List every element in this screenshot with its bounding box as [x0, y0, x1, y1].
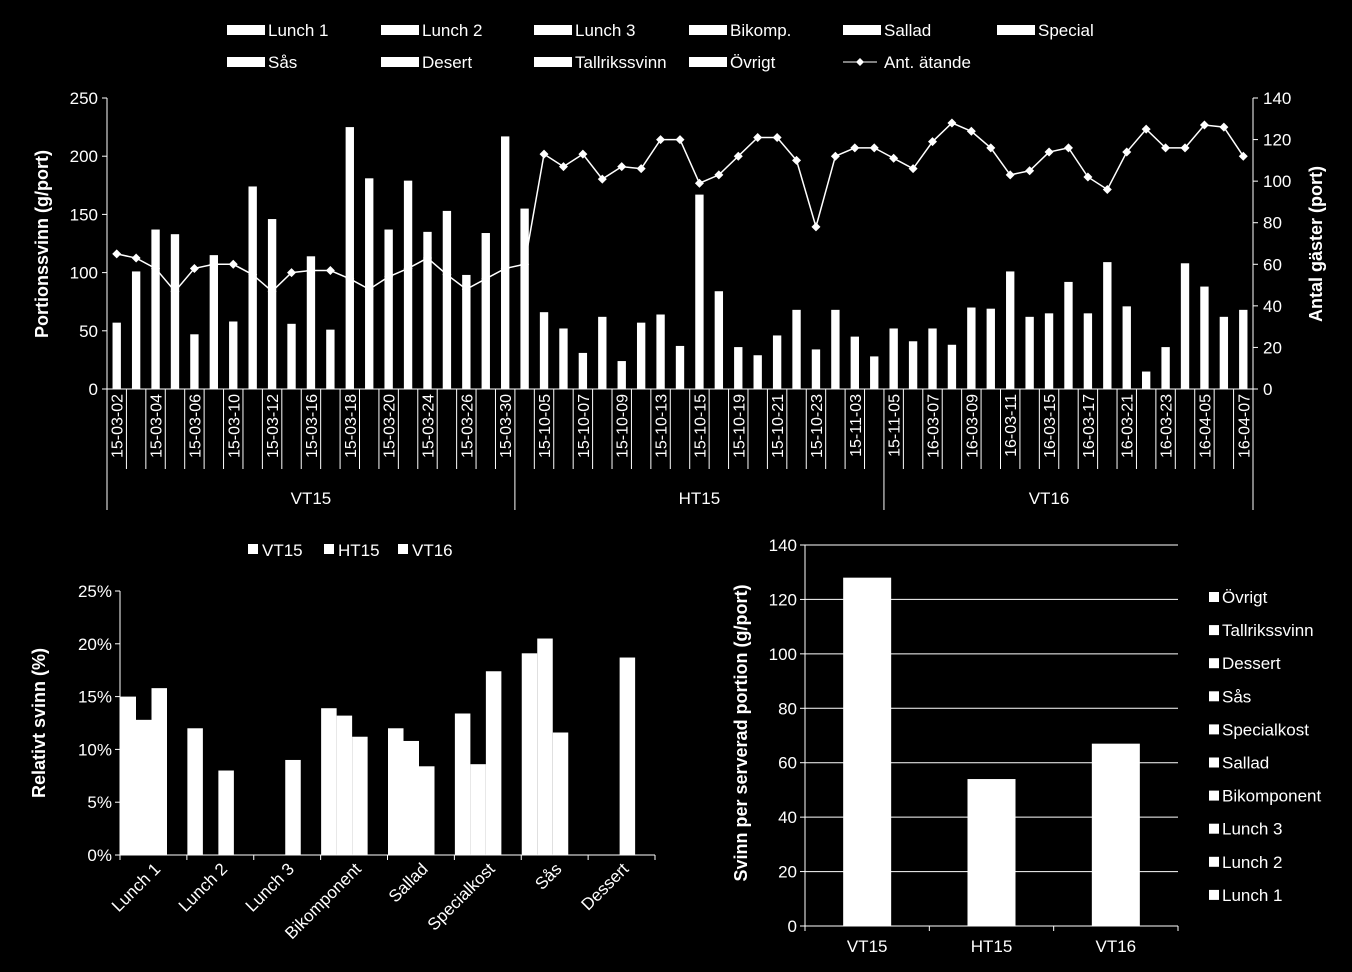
bar [967, 308, 975, 389]
bar [404, 741, 420, 855]
bar [1064, 282, 1072, 389]
x-tick-label: 15-03-18 [342, 394, 360, 459]
legend-label: Bikomponent [1222, 786, 1322, 806]
group-label: VT15 [290, 489, 332, 508]
legend-label: Lunch 1 [1222, 885, 1283, 905]
bar [419, 766, 435, 855]
legend-swatch [843, 25, 881, 35]
legend-label: Sallad [884, 21, 932, 40]
bar [352, 737, 368, 855]
bar [843, 578, 891, 926]
legend-label: Lunch 2 [1222, 852, 1283, 872]
bar [346, 127, 354, 389]
legend-swatch [689, 25, 727, 35]
bar [482, 233, 490, 389]
bar [540, 312, 548, 389]
bar [734, 347, 742, 389]
bar [909, 341, 917, 389]
legend-swatch [381, 57, 419, 67]
bar [268, 219, 276, 389]
x-tick-label: Sås [531, 859, 566, 894]
legend-swatch [398, 544, 408, 554]
bar [1200, 287, 1208, 389]
guests-point [229, 260, 238, 269]
x-tick-label: 15-10-19 [731, 394, 749, 459]
y-tick-label: 10% [77, 740, 112, 760]
guests-point [1083, 172, 1092, 181]
y-tick-label: 0 [787, 917, 797, 936]
guests-point [540, 150, 549, 159]
y-tick-label: 15% [77, 687, 112, 707]
y-tick-label: 100 [768, 644, 797, 664]
x-tick-label: Dessert [577, 859, 633, 915]
bar [190, 334, 198, 389]
guests-point [1064, 143, 1073, 152]
guests-point [559, 162, 568, 171]
y-tick-label: 150 [69, 205, 98, 225]
legend-label: Special [1038, 21, 1094, 40]
bar [553, 733, 569, 855]
y-axis-title: Svinn per serverad portion (g/port) [731, 584, 751, 882]
x-tick-label: 15-10-09 [614, 394, 632, 459]
x-tick-label: 16-03-09 [964, 394, 982, 459]
legend-swatch [227, 25, 265, 35]
x-tick-label: 16-03-23 [1158, 394, 1176, 459]
bar [773, 335, 781, 389]
guests-point [132, 254, 141, 263]
y2-tick-label: 40 [1263, 296, 1282, 316]
legend-label: Dessert [1222, 654, 1281, 674]
legend-swatch [1209, 625, 1219, 635]
x-tick-label: 16-03-15 [1042, 394, 1060, 459]
bar [337, 716, 353, 855]
bar [113, 323, 121, 389]
bar [812, 349, 820, 389]
x-tick-label: 16-03-07 [925, 394, 943, 459]
bar [715, 291, 723, 389]
x-tick-label: 15-03-02 [109, 394, 127, 459]
x-tick-label: 15-10-21 [770, 394, 788, 459]
legend-label: Tallrikssvinn [1222, 621, 1314, 641]
bar [1161, 347, 1169, 389]
legend-swatch [227, 57, 265, 67]
bar [132, 271, 140, 389]
x-tick-label: Lunch 2 [174, 859, 232, 916]
y2-axis-title: Antal gäster (port) [1306, 165, 1326, 323]
guests-point [326, 266, 335, 275]
bar [831, 310, 839, 389]
bar [1103, 262, 1111, 389]
bar [285, 760, 301, 855]
bar [1239, 310, 1247, 389]
legend-label: Bikomp. [730, 21, 792, 40]
legend-label: Sås [268, 53, 298, 72]
legend-swatch [1209, 791, 1219, 801]
bar [486, 671, 502, 855]
y-tick-label: 20% [77, 634, 112, 654]
bar [152, 688, 168, 855]
x-tick-label: 15-03-20 [381, 394, 399, 459]
legend-label: HT15 [338, 541, 380, 560]
legend-label: Lunch 3 [1222, 819, 1283, 839]
legend-swatch [1209, 857, 1219, 867]
bar [501, 136, 509, 389]
bar [695, 195, 703, 389]
legend-swatch [1209, 758, 1219, 768]
x-tick-label: 15-03-12 [265, 394, 283, 459]
legend-label: Lunch 1 [268, 21, 329, 40]
guests-point [637, 164, 646, 173]
x-tick-label: 15-03-26 [459, 394, 477, 459]
legend-swatch [1209, 658, 1219, 668]
legend-diamond-marker [856, 58, 864, 66]
x-tick-label: HT15 [970, 937, 1013, 956]
x-tick-label: 15-10-13 [653, 394, 671, 459]
y-tick-label: 80 [778, 699, 797, 719]
x-tick-label: 15-03-04 [148, 394, 166, 459]
legend-label: Ant. ätande [884, 53, 971, 72]
bar [1181, 263, 1189, 389]
legend-label: Övrigt [1222, 588, 1268, 607]
guests-point [850, 143, 859, 152]
legend-swatch [324, 544, 334, 554]
guests-point [695, 179, 704, 188]
guests-point [656, 135, 665, 144]
legend-swatch [1209, 824, 1219, 834]
x-tick-label: 15-03-24 [420, 394, 438, 459]
guests-point [889, 154, 898, 163]
x-tick-label: 15-03-10 [226, 394, 244, 459]
bar [948, 345, 956, 389]
bar [249, 186, 257, 389]
legend-label: Sallad [1222, 753, 1270, 773]
guests-point [112, 249, 121, 258]
legend-label: VT16 [412, 541, 453, 560]
legend-swatch [1209, 724, 1219, 734]
y2-tick-label: 0 [1263, 380, 1273, 399]
bar [229, 321, 237, 389]
x-tick-label: 15-10-23 [808, 394, 826, 459]
y-tick-label: 0% [87, 846, 112, 865]
legend-label: Lunch 2 [422, 21, 483, 40]
bar [470, 764, 486, 855]
legend-label: Sås [1222, 687, 1252, 707]
bar [656, 315, 664, 389]
bar [388, 728, 404, 855]
bar [1142, 372, 1150, 389]
legend-label: VT15 [262, 541, 303, 560]
bar [1092, 744, 1140, 926]
bar [321, 708, 337, 855]
x-tick-label: VT16 [1095, 937, 1137, 956]
x-tick-label: 16-03-17 [1080, 394, 1098, 459]
x-tick-label: Sallad [384, 859, 432, 907]
guests-point [1239, 152, 1248, 161]
legend-swatch [1209, 592, 1219, 602]
bar [1006, 271, 1014, 389]
x-tick-label: 15-11-03 [847, 394, 865, 457]
y-axis-title: Relativt svinn (%) [29, 647, 49, 799]
bar [307, 256, 315, 389]
bar [620, 658, 636, 855]
legend-label: Lunch 3 [575, 21, 636, 40]
y2-tick-label: 80 [1263, 213, 1282, 233]
legend-swatch [997, 25, 1035, 35]
bar [443, 211, 451, 389]
y-tick-label: 250 [69, 89, 98, 108]
bar [455, 713, 471, 855]
bar [404, 181, 412, 389]
bar [365, 178, 373, 389]
bar [637, 323, 645, 389]
bar [210, 255, 218, 389]
y-tick-label: 0 [88, 380, 98, 399]
bar [218, 771, 234, 855]
bar [754, 355, 762, 389]
y-tick-label: 60 [778, 753, 797, 773]
legend-label: Specialkost [1222, 720, 1309, 740]
bar [618, 361, 626, 389]
x-tick-label: 15-03-16 [303, 394, 321, 459]
bar [851, 337, 859, 389]
x-tick-label: 16-04-05 [1197, 394, 1215, 459]
legend-swatch [534, 25, 572, 35]
y-tick-label: 5% [87, 793, 112, 813]
legend-swatch [534, 57, 572, 67]
bar [537, 639, 553, 855]
guests-point [1219, 123, 1228, 132]
x-tick-label: Lunch 1 [108, 859, 165, 916]
bar [151, 230, 159, 389]
legend-swatch [1209, 691, 1219, 701]
bar [384, 230, 392, 389]
x-tick-label: Bikomponent [281, 859, 365, 943]
bar [579, 353, 587, 389]
bar [136, 720, 152, 855]
y2-tick-label: 140 [1263, 89, 1292, 108]
bar [676, 346, 684, 389]
bar [187, 728, 203, 855]
x-tick-label: Specialkost [423, 859, 499, 935]
bar [792, 310, 800, 389]
legend-swatch [381, 25, 419, 35]
legend-label: Desert [422, 53, 473, 72]
bar [928, 328, 936, 389]
y2-tick-label: 60 [1263, 255, 1282, 275]
y-tick-label: 100 [69, 263, 98, 283]
bar [1220, 317, 1228, 389]
guests-point [676, 135, 685, 144]
x-tick-label: 15-03-06 [187, 394, 205, 459]
y2-tick-label: 120 [1263, 130, 1292, 150]
bar [1123, 306, 1131, 389]
guests-point [831, 152, 840, 161]
group-label: VT16 [1028, 489, 1070, 508]
y-tick-label: 140 [768, 536, 797, 555]
group-label: HT15 [678, 489, 721, 508]
bar [889, 328, 897, 389]
legend-swatch [248, 544, 258, 554]
x-tick-label: VT15 [846, 937, 888, 956]
bar [121, 697, 137, 855]
bar [559, 328, 567, 389]
x-tick-label: Lunch 3 [241, 859, 299, 916]
legend-label: Övrigt [730, 53, 776, 72]
legend-swatch [689, 57, 727, 67]
y-tick-label: 40 [778, 808, 797, 828]
bar [968, 779, 1016, 926]
bar [522, 653, 538, 855]
x-tick-label: 16-04-07 [1236, 394, 1254, 459]
x-tick-label: 15-10-15 [692, 394, 710, 459]
legend-swatch [1209, 890, 1219, 900]
y2-tick-label: 20 [1263, 338, 1282, 358]
guests-point [870, 143, 879, 152]
bar [987, 309, 995, 389]
guests-point [617, 162, 626, 171]
bar [1025, 317, 1033, 389]
x-tick-label: 15-11-05 [886, 394, 904, 457]
guests-point [1103, 185, 1112, 194]
bar [287, 324, 295, 389]
x-tick-label: 15-03-30 [498, 394, 516, 459]
bar [171, 234, 179, 389]
x-tick-label: 15-10-07 [575, 394, 593, 459]
bar [326, 330, 334, 389]
guests-line [117, 123, 1244, 291]
bar [1045, 313, 1053, 389]
y-tick-label: 200 [69, 147, 98, 167]
bar [520, 209, 528, 389]
y-tick-label: 25% [77, 582, 112, 601]
bar [870, 356, 878, 389]
legend-label: Tallrikssvinn [575, 53, 667, 72]
x-tick-label: 16-03-11 [1003, 394, 1021, 457]
y-tick-label: 50 [79, 321, 98, 341]
x-tick-label: 16-03-21 [1119, 394, 1137, 459]
x-tick-label: 15-10-05 [537, 394, 555, 459]
y-tick-label: 20 [778, 862, 797, 882]
bar [1084, 313, 1092, 389]
y-tick-label: 120 [768, 590, 797, 610]
y-axis-title: Portionssvinn (g/port) [32, 150, 52, 338]
y2-tick-label: 100 [1263, 172, 1292, 192]
bar [598, 317, 606, 389]
guests-point [811, 222, 820, 231]
